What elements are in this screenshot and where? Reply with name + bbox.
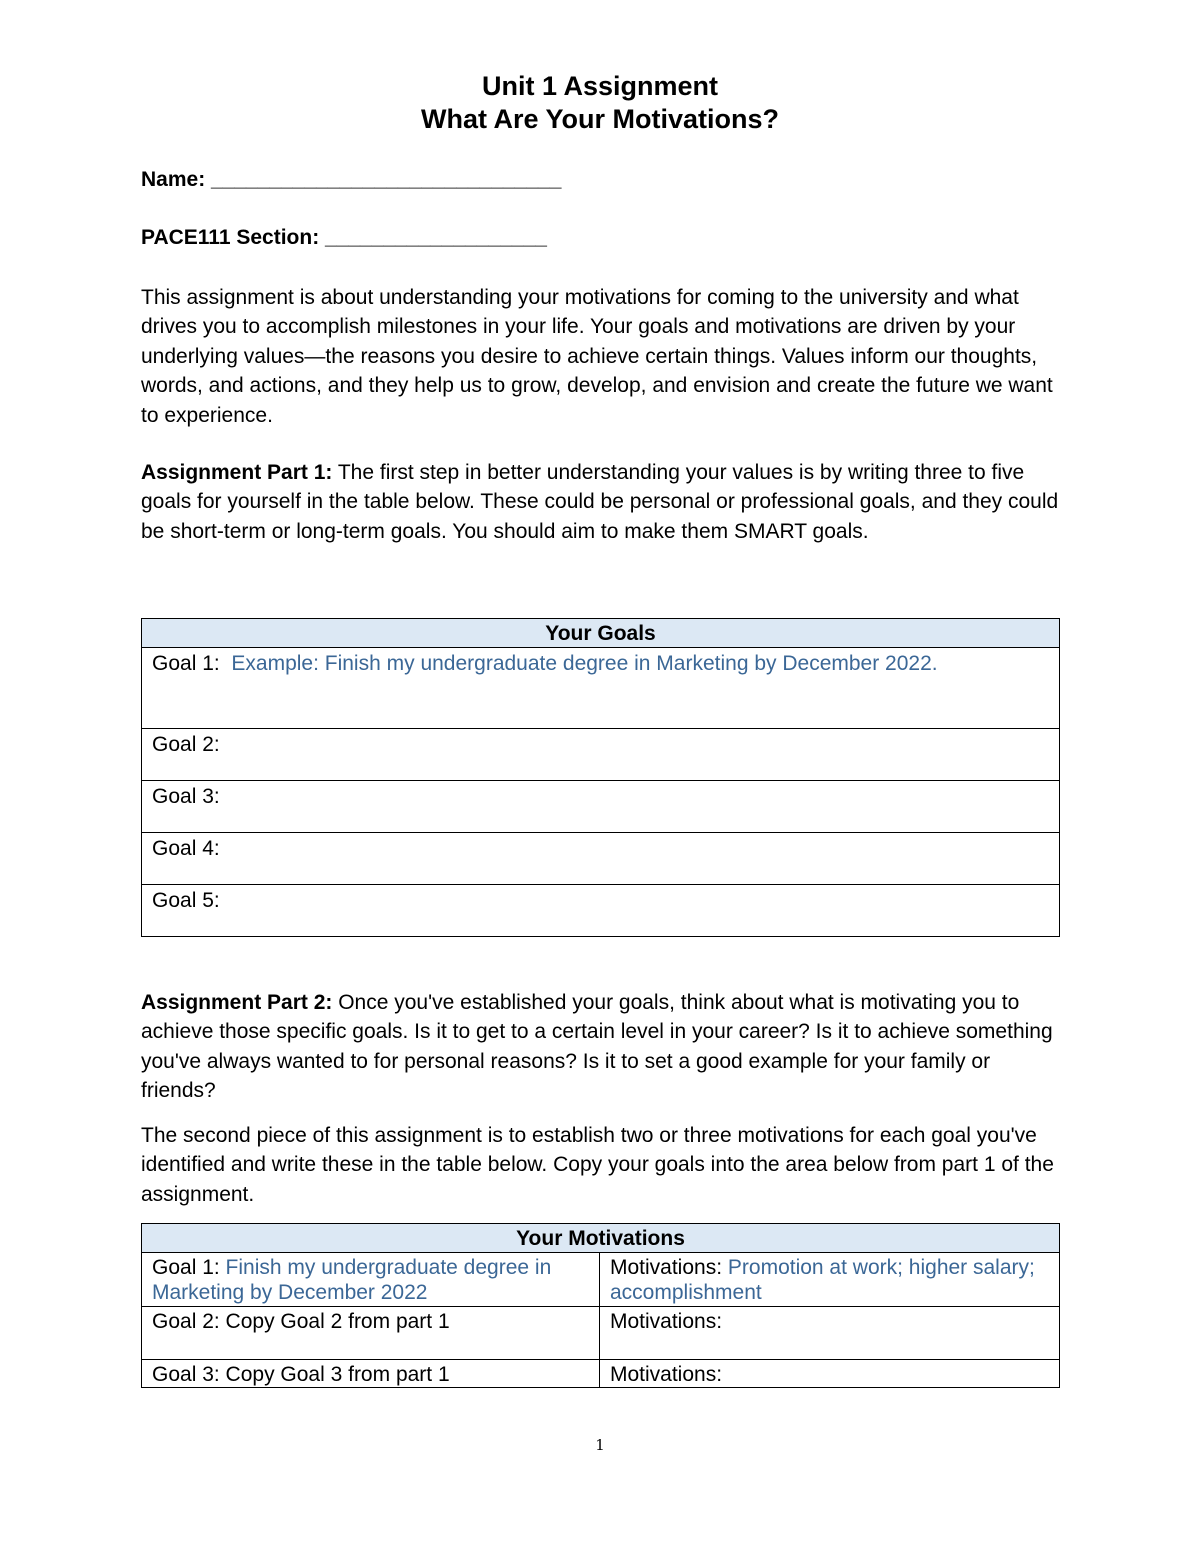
part1-text: The first step in better understanding your values is by writing three to five goals for yourself in the table below. These could be personal or professional goals, and they could be short-term or long-term goals. You should aim to make them SMART goals. [141, 461, 1059, 543]
document-subtitle: What Are Your Motivations? [420, 104, 779, 134]
name-field: Name: ______________________________ [141, 168, 562, 191]
intro-paragraph: This assignment is about understanding your motivations for coming to the university and what drives you to accomplish milestones in your life. Your goals and motivations are driven by your underlying values—the reasons you desire to achieve certain things. Values inform our thoughts, words, and actions, and they help us to grow, develop, and envision and create the future we want to experience. [141, 286, 1053, 427]
goal-cell-3[interactable]: Goal 3: [142, 781, 1060, 833]
goal-cell-5[interactable]: Goal 5: [142, 885, 1060, 937]
part2-label: Assignment Part 2: [141, 991, 333, 1014]
part1-label: Assignment Part 1: [141, 461, 333, 484]
goal-label: Goal 1: [152, 1256, 226, 1279]
goal-example: Finish my undergraduate degree in Marketing by December 2022 [152, 1256, 552, 1304]
goal-cell-4[interactable]: Goal 4: [142, 833, 1060, 885]
section-field: PACE111 Section: ___________________ [141, 226, 547, 249]
part2-paragraph-2: The second piece of this assignment is to establish two or three motivations for each goal you've identified and write these in the table below. Copy your goals into the area below from part 1 of the assignment. [141, 1124, 1054, 1206]
part2-paragraph [141, 988, 1066, 1106]
part1-paragraph [141, 458, 1066, 546]
motivations-table [141, 1223, 1060, 1388]
motivation-cell-3[interactable]: Motivations: [600, 1360, 1060, 1388]
goal-cell-2[interactable]: Goal 2: [142, 729, 1060, 781]
motivation-goal-cell-3[interactable]: Goal 3: Copy Goal 3 from part 1 [142, 1360, 600, 1388]
motivation-cell-2[interactable]: Motivations: [600, 1307, 1060, 1360]
motivations-table-header: Your Motivations [142, 1224, 1060, 1253]
goal-example: Example: Finish my undergraduate degree in Marketing by December 2022. [231, 652, 938, 675]
goals-table-header: Your Goals [142, 619, 1060, 648]
part2-text: Once you've established your goals, think about what is motivating you to achieve those specific goals. Is it to get to a certain level in your career? Is it to achieve something you've always wanted to for personal reasons? Is it to set a good example for your family or friends? [141, 991, 1053, 1103]
page-number: 1 [595, 1436, 605, 1454]
goals-table [141, 618, 1060, 937]
motivation-goal-cell-2[interactable]: Goal 2: Copy Goal 2 from part 1 [142, 1307, 600, 1360]
document-title: Unit 1 Assignment [481, 71, 719, 101]
goal-cell-1[interactable] [142, 648, 1060, 729]
motivations-label: Motivations: [610, 1256, 728, 1279]
goal-label: Goal 1: [152, 652, 232, 675]
motivation-cell-1[interactable] [600, 1253, 1060, 1307]
motivations-example: Promotion at work; higher salary; accomplishment [610, 1256, 1035, 1304]
motivation-goal-cell-1[interactable] [142, 1253, 600, 1307]
